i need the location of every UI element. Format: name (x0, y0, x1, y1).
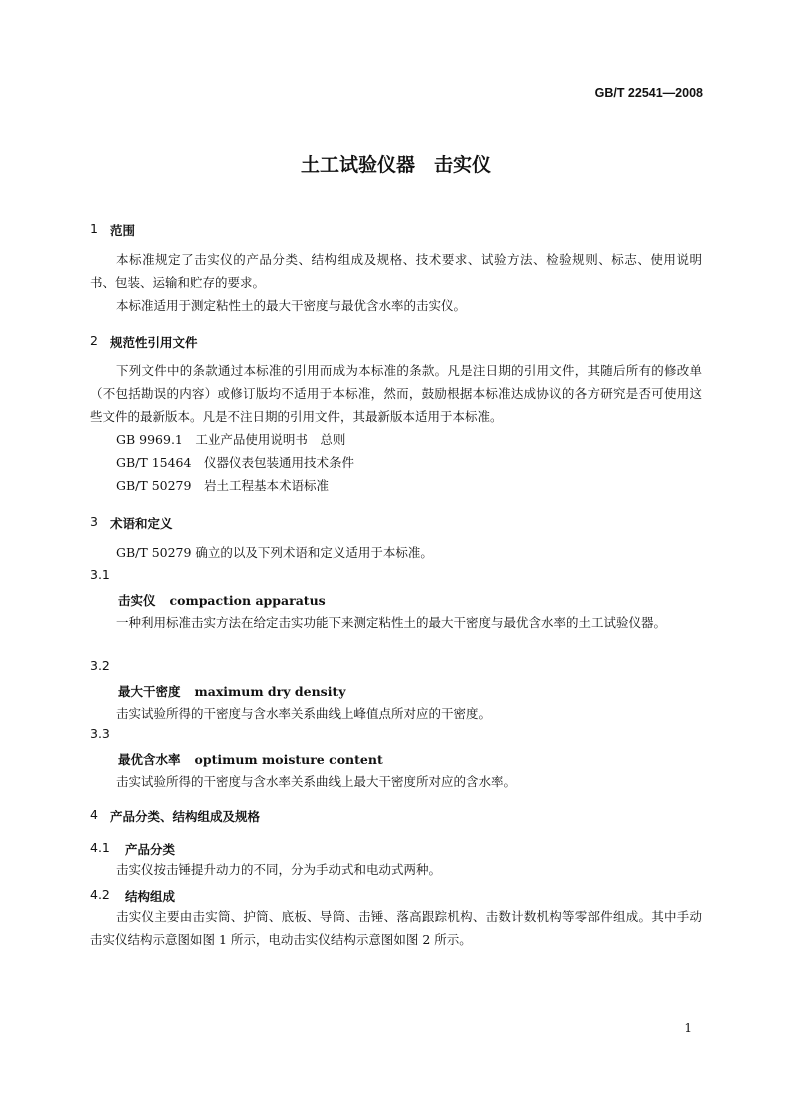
section-4-heading: 产品分类、结构组成及规格 (110, 809, 261, 824)
reference-name: 工业产品使用说明书 总则 (195, 432, 346, 447)
term-heading (118, 682, 345, 700)
section-3-para-1: GB/T 50279 确立的以及下列术语和定义适用于本标准。 (116, 545, 433, 560)
term-heading (118, 750, 383, 768)
subsection-4-2-heading: 结构组成 (125, 889, 176, 904)
reference-code: GB/T 50279 (116, 478, 192, 493)
section-1-para-2: 本标准适用于测定粘性土的最大干密度与最优含水率的击实仪。 (116, 298, 467, 313)
term-definition: 击实试验所得的干密度与含水率关系曲线上最大干密度所对应的含水率。 (116, 774, 517, 789)
section-4-number: 4 (90, 807, 98, 822)
term-zh: 最优含水率 (118, 752, 181, 767)
reference-name: 仪器仪表包装通用技术条件 (203, 455, 354, 470)
reference-item (116, 451, 354, 474)
reference-item (116, 474, 329, 497)
section-2-heading: 规范性引用文件 (110, 335, 198, 350)
reference-name: 岩土工程基本术语标准 (203, 478, 329, 493)
term-en: optimum moisture content (194, 752, 383, 767)
subsection-4-2-number: 4.2 (90, 887, 110, 902)
subsection-4-1-number: 4.1 (90, 840, 110, 855)
subsection-4-1-heading: 产品分类 (125, 842, 176, 857)
term-zh: 最大干密度 (118, 684, 181, 699)
section-2-para-1: 下列文件中的条款通过本标准的引用而成为本标准的条款。凡是注日期的引用文件，其随后所有的修改单（不包括勘误的内容）或修订版均不适用于本标准，然而，鼓励根据本标准达成协议的各方研究是否可使用这些文件的最新版本。凡是不注日期的引用文件，其最新版本适用于本标准。 (90, 363, 702, 424)
term-heading (118, 591, 326, 609)
term-definition: 击实试验所得的干密度与含水率关系曲线上峰值点所对应的干密度。 (116, 706, 492, 721)
term-definition: 一种利用标准击实方法在给定击实功能下来测定粘性土的最大干密度与最优含水率的土工试验仪器。 (116, 615, 667, 630)
reference-code: GB 9969.1 (116, 432, 183, 447)
section-3-heading: 术语和定义 (110, 516, 173, 531)
term-number: 3.3 (90, 726, 110, 741)
section-1-number: 1 (90, 221, 98, 236)
term-number: 3.1 (90, 567, 110, 582)
section-1-heading: 范围 (110, 223, 136, 238)
term-en: maximum dry density (194, 684, 346, 699)
document-title: 土工试验仪器 击实仪 (300, 154, 491, 176)
term-number: 3.2 (90, 658, 110, 673)
subsection-4-1-para: 击实仪按击锤提升动力的不同，分为手动式和电动式两种。 (116, 862, 442, 877)
standard-code: GB/T 22541—2008 (594, 86, 703, 100)
section-1-para-1: 本标准规定了击实仪的产品分类、结构组成及规格、技术要求、试验方法、检验规则、标志、使用说明书、包装、运输和贮存的要求。 (90, 252, 702, 290)
term-zh: 击实仪 (118, 593, 156, 608)
section-2-number: 2 (90, 333, 98, 348)
term-en: compaction apparatus (169, 593, 326, 608)
page-number: 1 (684, 1021, 692, 1035)
section-3-number: 3 (90, 514, 98, 529)
subsection-4-2-para: 击实仪主要由击实筒、护筒、底板、导筒、击锤、落高跟踪机构、击数计数机构等零部件组成。其中手动击实仪结构示意图如图 1 所示，电动击实仪结构示意图如图 2 所示。 (90, 909, 702, 947)
reference-item (116, 428, 345, 451)
reference-code: GB/T 15464 (116, 455, 192, 470)
